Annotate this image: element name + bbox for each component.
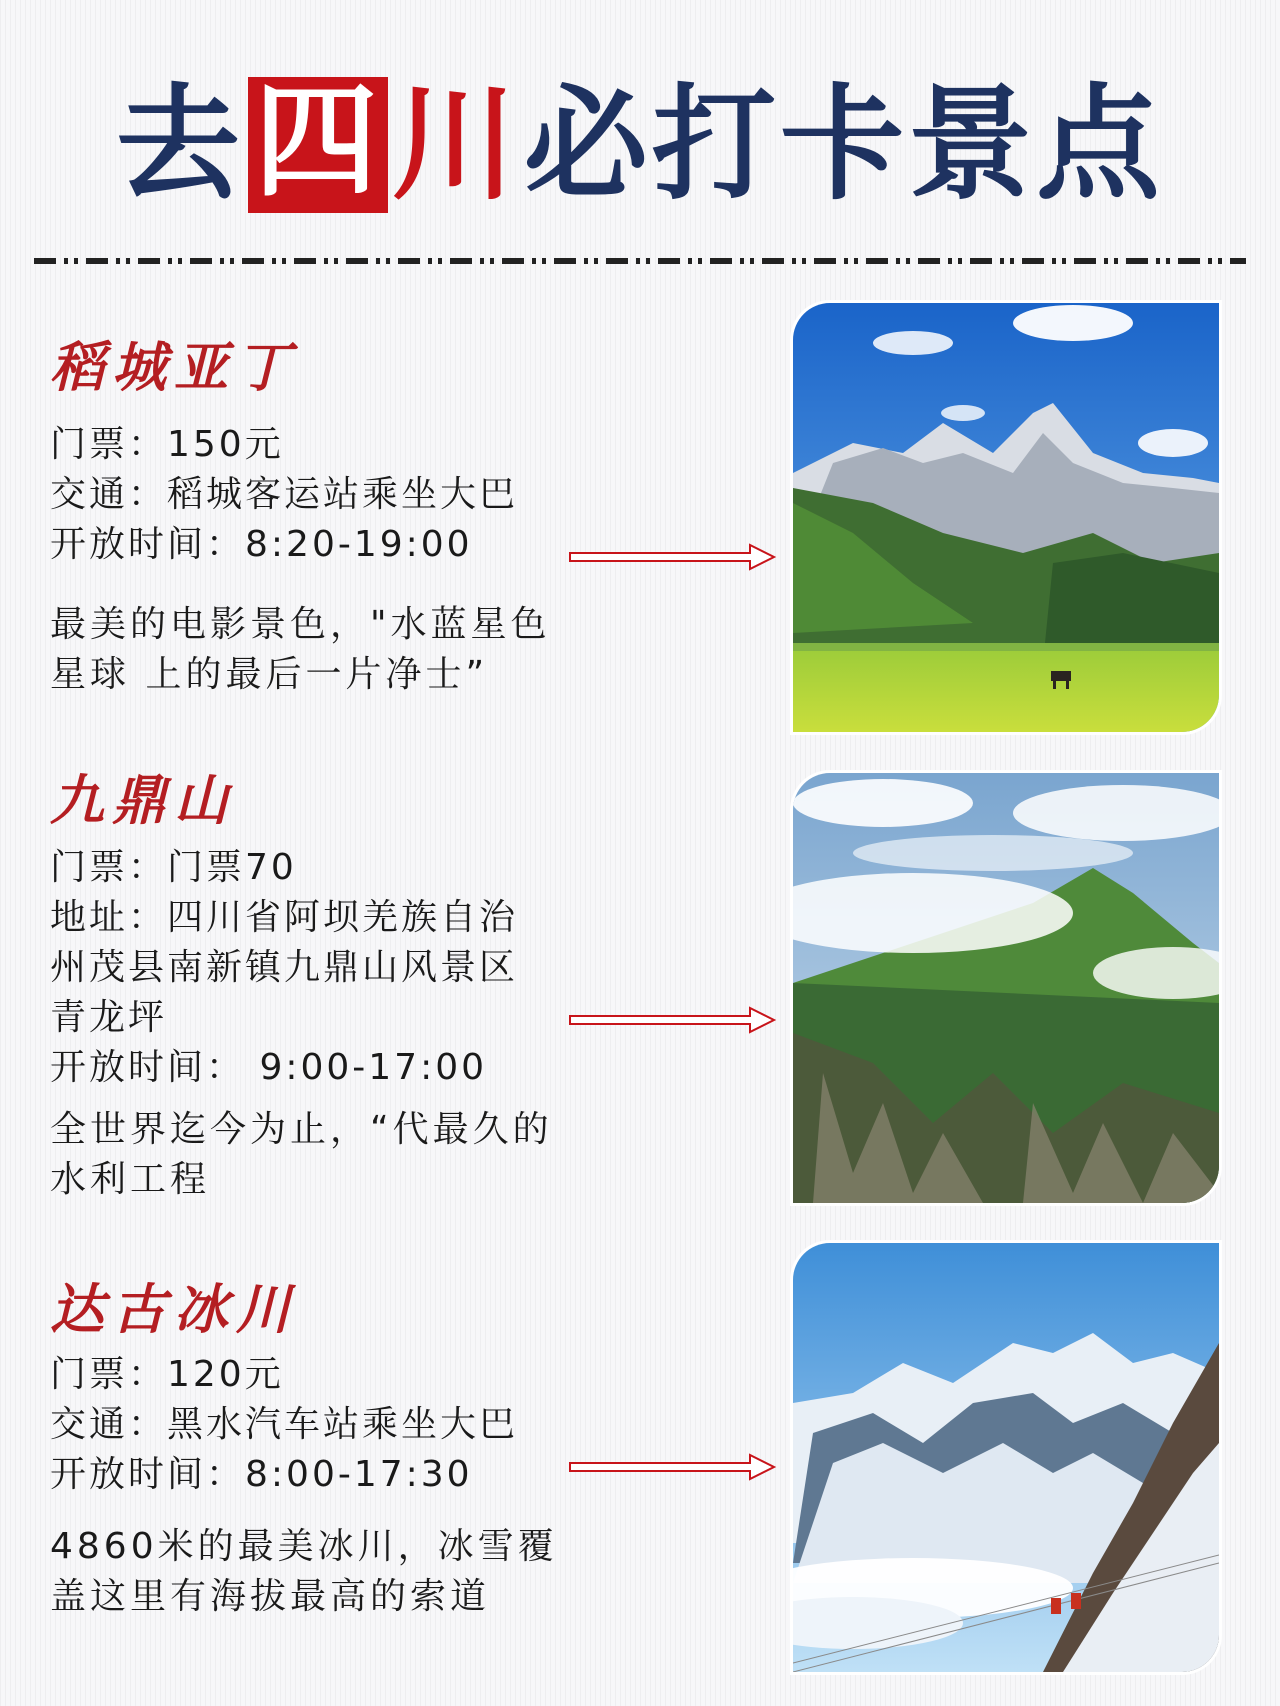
spot-info <box>50 843 570 1093</box>
page-title <box>0 70 1280 220</box>
green-peak-clouds-photo <box>790 770 1222 1206</box>
ticket-line: 门票：门票70 <box>50 847 297 888</box>
spot-title: 九鼎山 <box>50 768 236 832</box>
spot-info <box>50 1350 570 1500</box>
right-arrow-icon <box>568 542 778 572</box>
spot-description: 4860米的最美冰川，冰雪覆盖这里有海拔最高的索道 <box>50 1526 558 1617</box>
ticket-line: 门票：120元 <box>50 1354 284 1395</box>
spot-title: 稻城亚丁 <box>50 335 298 399</box>
title-highlight-red: 川 <box>392 73 521 217</box>
spot-description: 最美的电影景色，"水蓝星色星球 上的最后一片净士” <box>50 604 551 695</box>
title-highlight-box: 四 <box>248 77 388 213</box>
spot-description: 全世界迄今为止，“代最久的水利工程 <box>50 1109 553 1200</box>
right-arrow-icon <box>568 1005 778 1035</box>
hours-line: 开放时间： 9:00-17:00 <box>50 1047 488 1088</box>
hours-line: 开放时间：8:00-17:30 <box>50 1454 473 1495</box>
title-suffix: 必打卡景点 <box>524 73 1165 217</box>
transport-line: 交通：黑水汽车站乘坐大巴 <box>50 1404 519 1445</box>
spot-title: 达古冰川 <box>50 1277 298 1341</box>
transport-line: 交通：稻城客运站乘坐大巴 <box>50 474 519 515</box>
glacier-cable-car-photo <box>790 1240 1222 1675</box>
right-arrow-icon <box>568 1452 778 1482</box>
address-line: 地址：四川省阿坝羌族自治州茂县南新镇九鼎山风景区青龙坪 <box>50 897 519 1038</box>
ticket-line: 门票：150元 <box>50 424 284 465</box>
spot-info <box>50 420 570 570</box>
title-prefix: 去 <box>115 73 244 217</box>
hours-line: 开放时间：8:20-19:00 <box>50 524 473 565</box>
snow-mountain-meadow-photo <box>790 300 1222 735</box>
dashed-divider <box>34 258 1246 264</box>
